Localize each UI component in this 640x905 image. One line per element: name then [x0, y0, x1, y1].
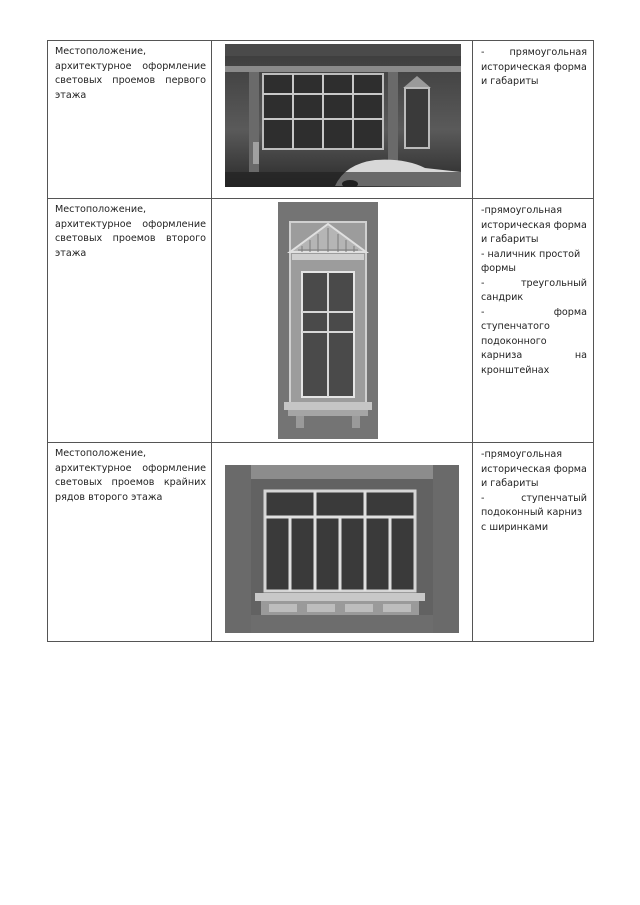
notes-cell [473, 443, 594, 642]
notes-list [473, 199, 593, 378]
label-cell [48, 199, 212, 443]
note-line: - ступенчатый [481, 492, 587, 504]
note-line: - треугольный [481, 277, 587, 289]
note-line: историческая форма [481, 61, 587, 73]
note-line: подоконного [481, 335, 547, 347]
note-line: - форма [481, 306, 587, 318]
facade-elements-table [47, 40, 594, 642]
photo-cell [212, 41, 473, 199]
notes-list [473, 41, 593, 90]
note-line: подоконный карниз [481, 507, 583, 518]
note-line: -прямоугольная [481, 449, 562, 460]
photo-edge-second-floor-window [225, 465, 459, 633]
photo-second-floor-window [278, 202, 378, 439]
note-line: - прямоугольная [481, 47, 587, 58]
note-line: историческая форма [481, 463, 587, 475]
photo-first-floor-windows [225, 44, 461, 187]
table-row [48, 41, 594, 199]
label-cell [48, 443, 212, 642]
notes-list [473, 443, 593, 535]
note-line: сандрик [481, 292, 524, 303]
note-line: формы [481, 263, 516, 274]
note-line: ступенчатого [481, 321, 550, 332]
table-row [48, 443, 594, 642]
table-row [48, 199, 594, 443]
note-line: - наличник простой [481, 248, 581, 260]
note-line: -прямоугольная [481, 205, 562, 216]
row-label: Местоположение, архитектурное оформление световых проемов крайних рядов второго этажа [55, 448, 206, 503]
notes-cell [473, 199, 594, 443]
row-label: Местоположение, архитектурное оформление световых проемов первого этажа [55, 46, 206, 101]
label-cell [48, 41, 212, 199]
note-line: историческая форма [481, 219, 587, 231]
note-line: карниза на [481, 350, 587, 361]
photo-cell [212, 443, 473, 642]
note-line: и габариты [481, 76, 539, 87]
note-line: и габариты [481, 234, 539, 245]
row-label: Местоположение, архитектурное оформление световых проемов второго этажа [55, 204, 206, 259]
notes-cell [473, 41, 594, 199]
photo-cell [212, 199, 473, 443]
note-line: кронштейнах [481, 364, 550, 376]
note-line: с ширинками [481, 521, 549, 533]
note-line: и габариты [481, 478, 539, 489]
